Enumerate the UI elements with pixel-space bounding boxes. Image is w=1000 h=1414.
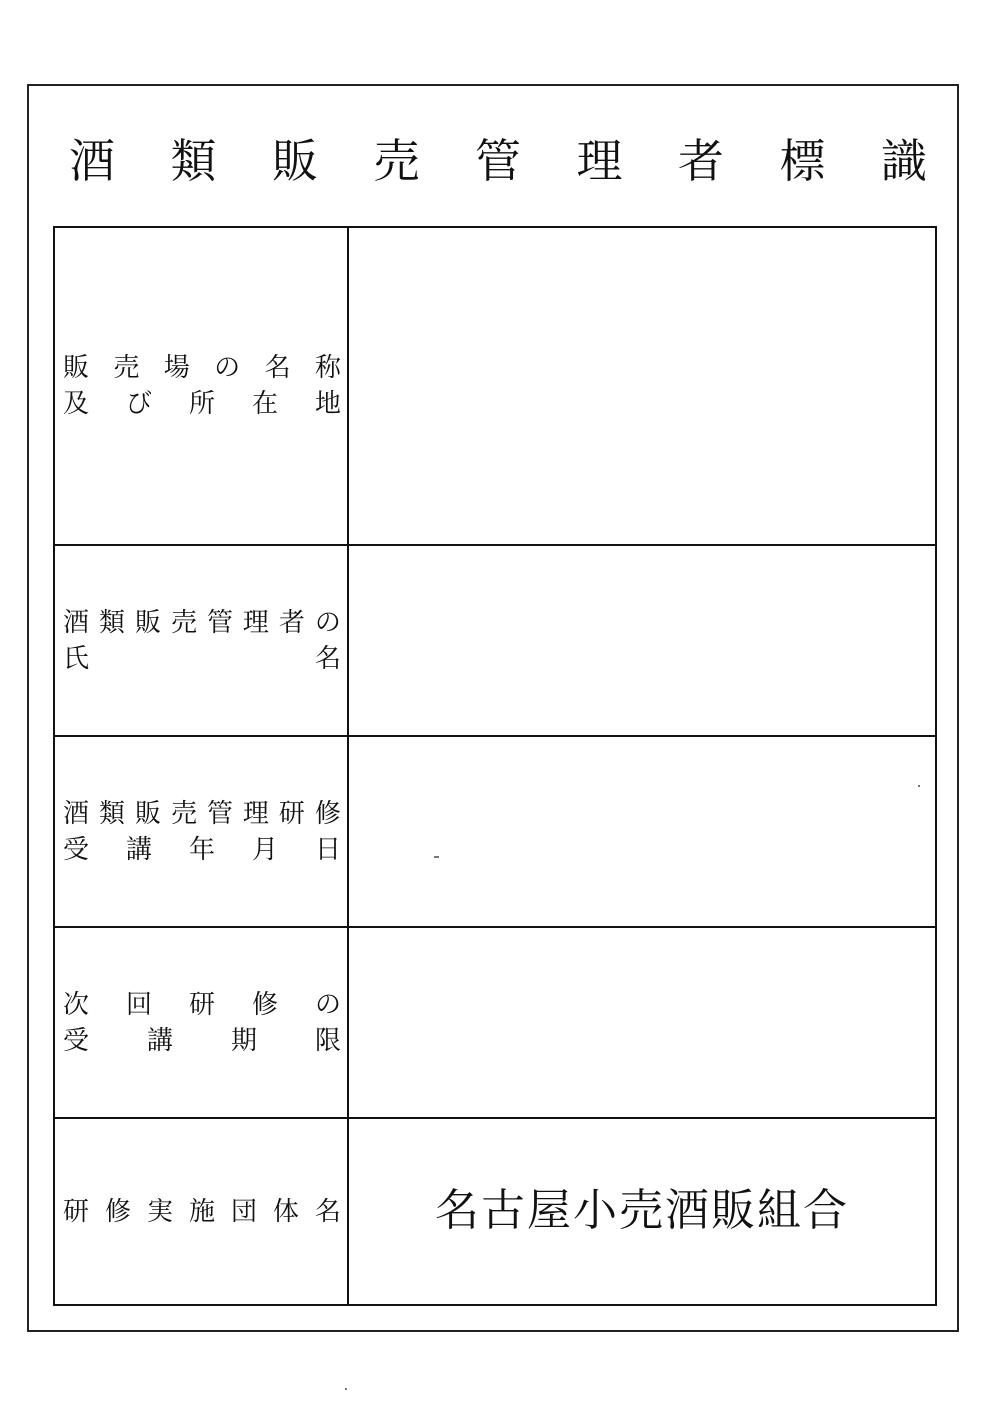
label-training-date <box>55 737 349 928</box>
title-char: 理 <box>576 134 623 188</box>
label-char: 所 <box>188 389 215 419</box>
label-char: 販 <box>134 607 161 638</box>
label-char: 年 <box>188 834 215 865</box>
label-char: 称 <box>314 353 341 383</box>
label-char: 期 <box>230 1025 257 1056</box>
label-char: 売 <box>170 798 197 829</box>
label-char: 受 <box>63 1025 90 1056</box>
label-line <box>63 1023 341 1059</box>
label-char: 販 <box>134 798 161 829</box>
label-char: 売 <box>113 353 140 383</box>
label-char: 管 <box>206 607 233 638</box>
label-char: 修 <box>251 989 278 1020</box>
label-line <box>63 641 341 677</box>
label-manager-name <box>55 546 349 737</box>
label-line <box>63 987 341 1023</box>
info-table <box>53 226 937 1306</box>
value-training-date[interactable] <box>349 737 935 928</box>
label-char: の <box>314 607 341 638</box>
scan-speck <box>345 1388 347 1390</box>
scan-speck <box>918 785 920 787</box>
label-line <box>63 796 341 832</box>
label-char: 理 <box>242 798 269 829</box>
label-line <box>63 350 341 386</box>
label-char: 在 <box>251 389 278 419</box>
label-char: 類 <box>98 607 125 638</box>
label-line <box>63 386 341 422</box>
title-char: 類 <box>170 134 217 188</box>
label-char: 月 <box>251 834 278 865</box>
label-char: 団 <box>230 1196 257 1227</box>
label-char: 限 <box>314 1025 341 1056</box>
title-char: 識 <box>881 134 927 188</box>
label-char: 場 <box>163 353 190 383</box>
label-char: 名 <box>314 643 341 674</box>
label-char: 実 <box>146 1196 173 1227</box>
label-char: 体 <box>272 1196 299 1227</box>
title-char: 酒 <box>69 134 115 188</box>
label-char: 講 <box>125 834 152 865</box>
label-line <box>63 1194 341 1230</box>
title-char: 者 <box>678 134 724 188</box>
label-char: 名 <box>264 353 291 383</box>
title-char: 管 <box>475 134 521 188</box>
label-next-training-deadline <box>55 928 349 1119</box>
label-char: 販 <box>63 353 90 383</box>
label-char: 施 <box>188 1196 215 1227</box>
title-char: 売 <box>373 134 420 188</box>
label-char: 者 <box>278 607 305 638</box>
label-char: 講 <box>146 1025 173 1056</box>
title-char: 販 <box>272 134 318 188</box>
value-store-name-location[interactable] <box>349 228 935 546</box>
label-char: 修 <box>314 798 341 829</box>
label-char: 管 <box>206 798 233 829</box>
label-char: 修 <box>104 1196 131 1227</box>
label-char: び <box>125 389 152 419</box>
label-char: の <box>214 353 241 383</box>
label-char: 次 <box>63 989 90 1020</box>
label-char: 理 <box>242 607 269 638</box>
label-char: 研 <box>63 1196 90 1227</box>
label-char: の <box>314 989 341 1020</box>
value-next-training-deadline[interactable] <box>349 928 935 1119</box>
sign-title <box>69 126 927 196</box>
label-char: 日 <box>314 834 341 865</box>
label-training-organization <box>55 1119 349 1304</box>
label-char: 氏 <box>63 643 90 674</box>
label-line <box>63 605 341 641</box>
organization-name: 名古屋小売酒販組合 <box>435 1184 849 1236</box>
label-char: 酒 <box>63 607 90 638</box>
value-manager-name[interactable] <box>349 546 935 737</box>
label-char: 研 <box>188 989 215 1020</box>
label-char: 酒 <box>63 798 90 829</box>
scan-speck <box>434 856 439 858</box>
label-char: 名 <box>314 1196 341 1227</box>
label-char: 類 <box>98 798 125 829</box>
label-char: 売 <box>170 607 197 638</box>
label-store-name-location <box>55 228 349 546</box>
value-training-organization <box>349 1119 935 1304</box>
label-char: 地 <box>314 389 341 419</box>
title-char: 標 <box>779 134 826 188</box>
label-line <box>63 832 341 868</box>
label-char: 及 <box>63 389 90 419</box>
label-char: 受 <box>63 834 90 865</box>
label-char: 研 <box>278 798 305 829</box>
label-char: 回 <box>125 989 152 1020</box>
